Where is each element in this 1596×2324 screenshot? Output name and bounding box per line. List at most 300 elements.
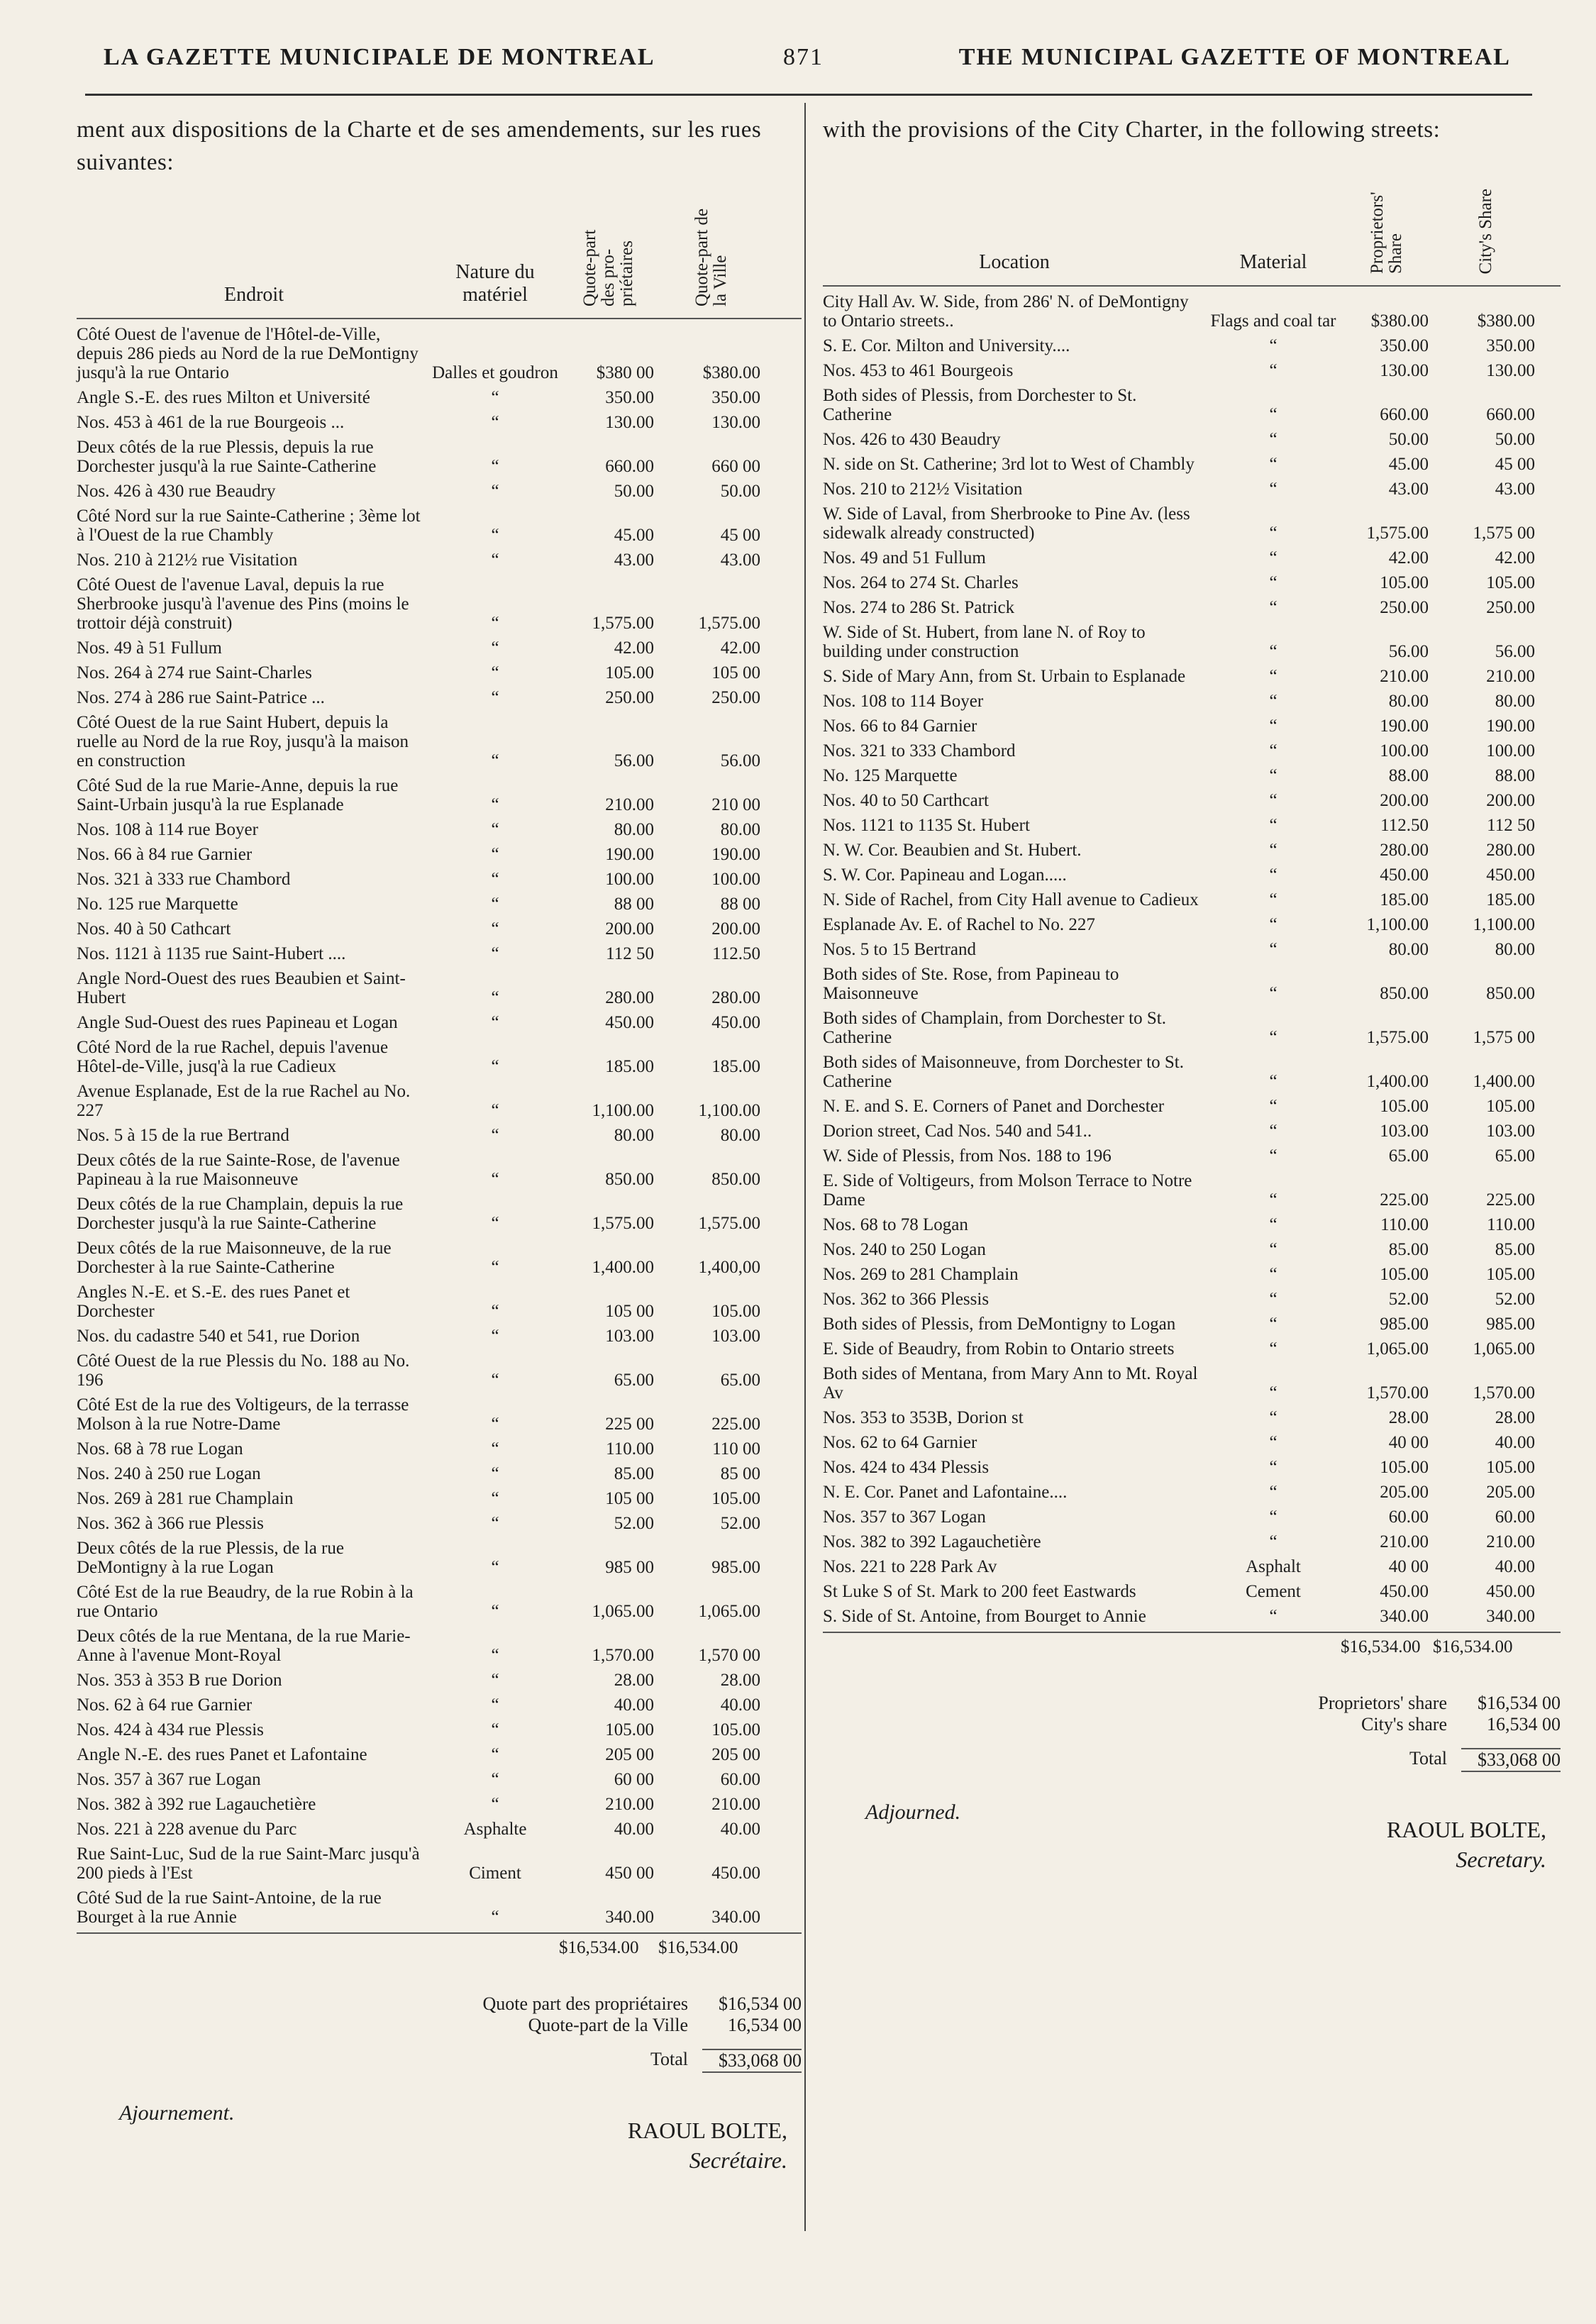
row-material: “ [491,988,499,1007]
row-city-share: 1,400,00 [698,1258,760,1277]
row-city-share: 250.00 [711,688,760,707]
row-location: Deux côtés de la rue Mentana, de la rue Marie-Anne à l'avenue Mont-Royal [77,1627,411,1665]
row-owners-share: 105 00 [605,1489,654,1508]
table-row [77,1770,802,1789]
row-owners-share: 28.00 [614,1671,654,1690]
french-city-label: Quote-part de la Ville [528,2015,688,2035]
row-material: “ [491,550,499,570]
row-city-share: 1,400.00 [1473,1072,1535,1091]
row-location: Angle Sud-Ouest des rues Papineau et Logan [77,1013,398,1032]
english-table-body [823,292,1561,1626]
row-owners-share: 105.00 [605,1720,654,1739]
row-location: Nos. 424 à 434 rue Plessis [77,1720,264,1739]
english-table-header [823,160,1561,287]
row-location: S. E. Cor. Milton and University.... [823,336,1070,355]
row-city-share: $380.00 [1477,311,1535,331]
row-material: “ [491,1371,499,1390]
table-row [823,336,1561,355]
row-owners-share: 205 00 [605,1745,654,1764]
table-row [77,575,802,633]
table-row [823,1146,1561,1166]
row-city-share: 200.00 [711,919,760,939]
row-location: City Hall Av. W. Side, from 286' N. of DeMontigny to Ontario streets.. [823,292,1189,331]
french-total-city: $16,534.00 [658,1938,738,1957]
row-material: “ [491,1671,499,1690]
row-owners-share: 103.00 [1380,1122,1429,1141]
row-owners-share: 280.00 [605,988,654,1007]
row-owners-share: $380 00 [596,363,654,382]
row-location: Nos. 66 to 84 Garnier [823,716,977,736]
row-city-share: 210.00 [1486,667,1535,686]
row-material: “ [491,895,499,914]
row-city-share: 40.00 [720,1695,760,1715]
french-total-value: $33,068 00 [702,2049,802,2073]
english-signature [1387,1815,1546,1874]
row-material: “ [1269,1607,1278,1626]
row-city-share: 105.00 [711,1302,760,1321]
row-material: “ [1269,1122,1278,1141]
row-city-share: 280.00 [711,988,760,1007]
table-row [77,482,802,501]
row-material: “ [1269,865,1278,885]
row-location: Nos. 269 to 281 Champlain [823,1265,1019,1284]
row-owners-share: 40.00 [614,1820,654,1839]
row-city-share: 105.00 [1486,1097,1535,1116]
row-city-share: 80.00 [720,820,760,839]
row-location: Nos. 353 à 353 B rue Dorion [77,1671,282,1690]
table-row [77,820,802,839]
row-owners-share: 50.00 [1388,430,1429,449]
row-owners-share: 105.00 [605,663,654,682]
row-material: “ [491,1602,499,1621]
row-material: “ [491,1558,499,1577]
row-city-share: 112.50 [712,944,760,963]
row-owners-share: 42.00 [1388,548,1429,568]
row-owners-share: 110.00 [606,1439,654,1459]
table-row [823,915,1561,934]
row-city-share: 85 00 [720,1464,760,1483]
row-city-share: 1,100.00 [698,1101,760,1120]
row-material: “ [1269,940,1278,959]
row-material: “ [1269,692,1278,711]
row-location: Nos. 362 to 366 Plessis [823,1290,990,1309]
table-row [77,1151,802,1189]
row-location: Both sides of Champlain, from Dorchester to St. Catherine [823,1009,1166,1047]
row-owners-share: 660.00 [605,457,654,476]
table-row [823,1433,1561,1452]
row-city-share: 56.00 [720,751,760,770]
row-material: “ [491,413,499,432]
row-location: Nos. 68 to 78 Logan [823,1215,968,1234]
french-column [77,114,802,2186]
row-city-share: 103.00 [1486,1122,1535,1141]
row-material: “ [491,1646,499,1665]
row-owners-share: 225.00 [1380,1190,1429,1210]
row-city-share: 185.00 [711,1057,760,1076]
table-row [77,944,802,963]
table-row [823,1458,1561,1477]
row-owners-share: 88 00 [614,895,654,914]
row-material: “ [491,944,499,963]
row-owners-share: 1,575.00 [1366,1028,1429,1047]
table-row [823,965,1561,1003]
row-owners-share: 100.00 [605,870,654,889]
row-city-share: 985.00 [1486,1315,1535,1334]
table-row [823,667,1561,686]
row-owners-share: 40.00 [614,1695,654,1715]
row-owners-share: 190.00 [1380,716,1429,736]
row-city-share: 105.00 [1486,1458,1535,1477]
row-location: N. E. and S. E. Corners of Panet and Dorchester [823,1097,1165,1116]
table-row [77,507,802,545]
row-location: Angle Nord-Ouest des rues Beaubien et Saint-Hubert [77,969,406,1007]
row-owners-share: 1,065.00 [592,1602,654,1621]
table-row [77,663,802,682]
row-location: Esplanade Av. E. of Rachel to No. 227 [823,915,1095,934]
table-row [823,865,1561,885]
row-location: Rue Saint-Luc, Sud de la rue Saint-Marc jusqu'à 200 pieds à l'Est [77,1844,420,1883]
row-city-share: $380.00 [702,363,760,382]
french-signature [628,2115,787,2175]
row-owners-share: 850.00 [605,1170,654,1189]
row-city-share: 210.00 [711,1795,760,1814]
table-row [823,1582,1561,1601]
english-owners-value: $16,534 00 [1478,1693,1561,1713]
row-location: Nos. 264 à 274 rue Saint-Charles [77,663,312,682]
row-city-share: 1,570 00 [698,1646,760,1665]
row-owners-share: 450.00 [605,1013,654,1032]
table-row [823,716,1561,736]
row-location: Côté Est de la rue Beaudry, de la rue Robin à la rue Ontario [77,1583,414,1621]
table-row [823,623,1561,661]
row-city-share: 103.00 [711,1327,760,1346]
row-owners-share: 50.00 [614,482,654,501]
header-left-title: LA GAZETTE MUNICIPALE DE MONTREAL [104,44,655,70]
row-city-share: 250.00 [1486,598,1535,617]
table-row [77,919,802,939]
row-city-share: 28.00 [1495,1408,1535,1427]
row-location: Nos. 5 to 15 Bertrand [823,940,976,959]
table-row [77,969,802,1007]
row-owners-share: 210.00 [605,795,654,814]
row-location: Nos. 68 à 78 rue Logan [77,1439,243,1459]
table-row [823,1171,1561,1210]
row-material: “ [1269,524,1278,543]
table-row [77,1327,802,1346]
row-owners-share: 80.00 [614,820,654,839]
table-row [77,1795,802,1814]
row-material: “ [1269,455,1278,474]
row-location: Angle S.-E. des rues Milton et Université [77,388,370,407]
table-row [77,1239,802,1277]
row-owners-share: 190.00 [605,845,654,864]
row-city-share: 130.00 [711,413,760,432]
row-material: “ [491,457,499,476]
row-material: “ [491,919,499,939]
row-material: “ [1269,841,1278,860]
row-city-share: 185.00 [1486,890,1535,909]
row-city-share: 60.00 [1495,1507,1535,1527]
row-material: “ [1269,1215,1278,1234]
row-owners-share: 1,575.00 [592,1214,654,1233]
row-owners-share: 210.00 [1380,667,1429,686]
row-city-share: 110 00 [712,1439,760,1459]
row-city-share: 52.00 [720,1514,760,1533]
row-location: Nos. 49 à 51 Fullum [77,638,222,658]
row-owners-share: 1,570.00 [592,1646,654,1665]
row-owners-share: 350.00 [605,388,654,407]
row-location: Nos. 210 to 212½ Visitation [823,480,1023,499]
row-owners-share: 1,400.00 [1366,1072,1429,1091]
english-total-label: Total [1409,1748,1447,1769]
row-location: E. Side of Beaudry, from Robin to Ontario streets [823,1339,1175,1359]
row-city-share: 40.00 [1495,1433,1535,1452]
row-material: “ [1269,405,1278,424]
row-city-share: 45 00 [1495,455,1535,474]
row-city-share: 60.00 [720,1770,760,1789]
row-material: Dalles et goudron [432,363,558,382]
table-row [823,361,1561,380]
row-location: Angle N.-E. des rues Panet et Lafontaine [77,1745,367,1764]
row-location: Deux côtés de la rue Maisonneuve, de la rue Dorchester à la rue Sainte-Catherine [77,1239,392,1277]
row-city-share: 210 00 [711,795,760,814]
row-material: “ [491,1214,499,1233]
row-owners-share: 105.00 [1380,1458,1429,1477]
row-city-share: 200.00 [1486,791,1535,810]
row-material: “ [1269,1240,1278,1259]
row-material: “ [491,388,499,407]
row-city-share: 85.00 [1495,1240,1535,1259]
row-material: “ [1269,480,1278,499]
row-location: Nos. 453 à 461 de la rue Bourgeois ... [77,413,345,432]
row-location: Nos. 1121 à 1135 rue Saint-Hubert .... [77,944,346,963]
row-material: “ [1269,1072,1278,1091]
table-row [823,816,1561,835]
row-material: “ [491,1464,499,1483]
row-owners-share: 88.00 [1388,766,1429,785]
french-summary [77,1993,802,2073]
row-location: W. Side of Plessis, from Nos. 188 to 196 [823,1146,1112,1166]
row-material: “ [491,1126,499,1145]
row-owners-share: 85.00 [1388,1240,1429,1259]
table-row [823,1507,1561,1527]
row-city-share: 52.00 [1495,1290,1535,1309]
row-material: “ [1269,548,1278,568]
row-material: “ [1269,1028,1278,1047]
row-city-share: 205.00 [1486,1483,1535,1502]
row-city-share: 40.00 [720,1820,760,1839]
row-location: Nos. 108 à 114 rue Boyer [77,820,258,839]
row-owners-share: 100.00 [1380,741,1429,760]
row-owners-share: 45.00 [614,526,654,545]
french-totals-row [77,1932,802,1958]
row-material: “ [491,1302,499,1321]
row-owners-share: 1,575.00 [592,614,654,633]
row-city-share: 43.00 [1495,480,1535,499]
english-city-value: 16,534 00 [1487,1714,1561,1734]
table-row [77,1820,802,1839]
row-owners-share: 105.00 [1380,1097,1429,1116]
row-city-share: 50.00 [720,482,760,501]
row-owners-share: 56.00 [1388,642,1429,661]
row-location: S. Side of Mary Ann, from St. Urbain to Esplanade [823,667,1186,686]
row-city-share: 42.00 [1495,548,1535,568]
row-material: “ [1269,791,1278,810]
french-header-owners: Quote-part des pro-priétaires [580,229,636,306]
table-row [77,713,802,770]
row-city-share: 225.00 [1486,1190,1535,1210]
row-material: “ [1269,816,1278,835]
table-row [823,1339,1561,1359]
row-location: Nos. 453 to 461 Bourgeois [823,361,1014,380]
table-row [823,455,1561,474]
row-city-share: 43.00 [720,550,760,570]
table-row [77,638,802,658]
row-owners-share: 1,065.00 [1366,1339,1429,1359]
row-owners-share: 80.00 [614,1126,654,1145]
english-adjourn: Adjourned. [865,1800,961,1824]
french-header-location: Endroit [224,284,284,306]
english-total-city: $16,534.00 [1433,1637,1513,1656]
row-location: S. Side of St. Antoine, from Bourget to Annie [823,1607,1146,1626]
row-location: No. 125 rue Marquette [77,895,238,914]
table-row [823,741,1561,760]
table-row [823,1053,1561,1091]
row-location: Nos. 424 to 434 Plessis [823,1458,990,1477]
french-city-value: 16,534 00 [728,2015,802,2035]
table-row [77,1720,802,1739]
row-owners-share: 280.00 [1380,841,1429,860]
row-city-share: 225.00 [711,1415,760,1434]
row-city-share: 1,065.00 [1473,1339,1535,1359]
row-location: St Luke S of St. Mark to 200 feet Eastwards [823,1582,1136,1601]
row-city-share: 65.00 [1495,1146,1535,1166]
row-location: Nos. 382 à 392 rue Lagauchetière [77,1795,316,1814]
row-material: “ [1269,361,1278,380]
row-owners-share: 28.00 [1388,1408,1429,1427]
row-owners-share: 450.00 [1380,865,1429,885]
row-material: Asphalt [1246,1557,1301,1576]
row-city-share: 1,575 00 [1473,1028,1535,1047]
row-city-share: 88.00 [1495,766,1535,785]
row-location: Nos. 66 à 84 rue Garnier [77,845,253,864]
row-location: Both sides of Plessis, from Dorchester to St. Catherine [823,386,1137,424]
row-city-share: 850.00 [1486,984,1535,1003]
row-material: Flags and coal tar [1210,311,1336,331]
table-row [823,841,1561,860]
row-owners-share: 1,100.00 [592,1101,654,1120]
english-intro: with the provisions of the City Charter, in the following streets: [823,117,1441,143]
row-location: Dorion street, Cad Nos. 540 and 541.. [823,1122,1092,1141]
row-material: “ [491,1514,499,1533]
row-city-share: 100.00 [711,870,760,889]
row-location: Both sides of Mentana, from Mary Ann to Mt. Royal Av [823,1364,1198,1402]
table-row [823,1097,1561,1116]
row-location: Nos. 1121 to 1135 St. Hubert [823,816,1030,835]
english-total-owners: $16,534.00 [1341,1637,1421,1656]
row-owners-share: 80.00 [1388,940,1429,959]
row-owners-share: 350.00 [1380,336,1429,355]
row-material: “ [491,1013,499,1032]
row-material: “ [1269,336,1278,355]
row-material: “ [491,1745,499,1764]
english-totals-row [823,1632,1561,1657]
row-material: “ [491,751,499,770]
row-material: “ [491,820,499,839]
french-owners-label: Quote part des propriétaires [482,1993,688,2014]
table-row [823,791,1561,810]
row-location: Nos. 108 to 114 Boyer [823,692,984,711]
row-location: Nos. 221 to 228 Park Av [823,1557,997,1576]
row-material: “ [1269,766,1278,785]
row-material: “ [1269,1290,1278,1309]
row-location: S. W. Cor. Papineau and Logan..... [823,865,1067,885]
row-city-share: 105.00 [1486,1265,1535,1284]
row-owners-share: 200.00 [1380,791,1429,810]
row-material: “ [491,1695,499,1715]
row-owners-share: 985 00 [605,1558,654,1577]
row-city-share: 80.00 [1495,940,1535,959]
row-owners-share: 80.00 [1388,692,1429,711]
row-owners-share: 130.00 [1380,361,1429,380]
french-header-city: Quote-part de la Ville [692,208,730,306]
row-material: “ [491,1057,499,1076]
table-row [823,1265,1561,1284]
row-owners-share: 40 00 [1388,1557,1429,1576]
row-owners-share: 105 00 [605,1302,654,1321]
row-city-share: 350.00 [711,388,760,407]
row-material: “ [491,1327,499,1346]
english-city-label: City's share [1361,1714,1447,1734]
row-material: “ [1269,598,1278,617]
table-row [77,1395,802,1434]
row-material: “ [1269,1339,1278,1359]
table-row [823,1122,1561,1141]
table-row [77,325,802,382]
row-city-share: 105 00 [711,663,760,682]
french-owners-value: $16,534 00 [719,1993,802,2014]
english-signer-title: Secretary. [1456,1847,1546,1872]
table-row [823,766,1561,785]
row-owners-share: 103.00 [605,1327,654,1346]
row-owners-share: $380.00 [1370,311,1429,331]
row-location: Avenue Esplanade, Est de la rue Rachel au No. 227 [77,1082,411,1120]
row-material: Cement [1246,1582,1301,1601]
row-location: Nos. 321 à 333 rue Chambord [77,870,291,889]
row-city-share: 80.00 [1495,692,1535,711]
row-material: “ [491,1908,499,1927]
row-owners-share: 1,400.00 [592,1258,654,1277]
english-total-value: $33,068 00 [1461,1748,1561,1772]
row-location: Nos. 5 à 15 de la rue Bertrand [77,1126,289,1145]
row-owners-share: 250.00 [605,688,654,707]
row-owners-share: 1,575.00 [1366,524,1429,543]
row-location: Côté Sud de la rue Saint-Antoine, de la rue Bourget à la rue Annie [77,1888,382,1927]
row-owners-share: 60 00 [614,1770,654,1789]
header-rule [85,94,1532,96]
english-column [823,114,1561,1886]
table-row [823,1315,1561,1334]
row-material: “ [491,614,499,633]
row-owners-share: 340.00 [1380,1607,1429,1626]
row-city-share: 1,065.00 [698,1602,760,1621]
row-location: W. Side of Laval, from Sherbrooke to Pine Av. (less sidewalk already constructed) [823,504,1190,543]
row-material: “ [491,795,499,814]
row-material: “ [491,870,499,889]
row-owners-share: 40 00 [1388,1433,1429,1452]
row-city-share: 190.00 [711,845,760,864]
english-footer [823,1800,1561,1886]
